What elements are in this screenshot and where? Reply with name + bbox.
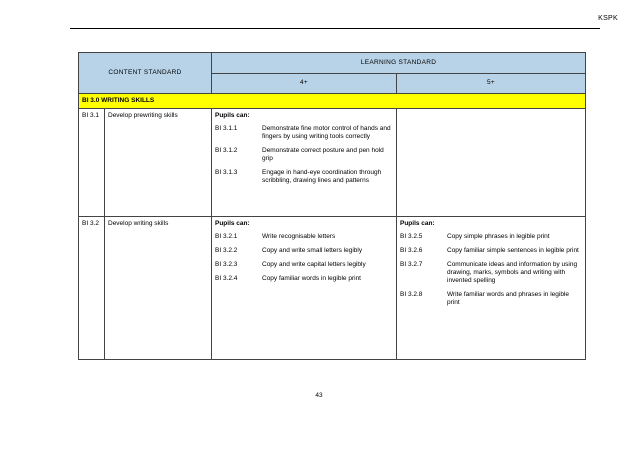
content-code: BI 3.1 — [79, 109, 105, 217]
learning-5-cell — [397, 217, 586, 360]
list-item — [215, 233, 393, 241]
list-item — [215, 169, 393, 185]
standard-code: BI 3.2.4 — [215, 275, 238, 282]
list-item — [215, 275, 393, 283]
list-item — [400, 261, 582, 285]
section-title: BI 3.0 WRITING SKILLS — [79, 94, 586, 109]
standard-code: BI 3.1.3 — [215, 169, 238, 176]
content-code: BI 3.2 — [79, 217, 105, 360]
document-header-tag: KSPK — [598, 15, 618, 22]
page-number: 43 — [315, 392, 323, 399]
content-title: Develop writing skills — [105, 217, 212, 360]
list-item — [400, 291, 582, 307]
standard-text: Copy and write capital letters legibly — [262, 261, 366, 268]
standard-code: BI 3.1.2 — [215, 147, 238, 154]
standard-text: Demonstrate correct posture and pen hold grip — [262, 147, 384, 162]
table-row — [79, 109, 586, 217]
learning-5-cell — [397, 109, 586, 217]
standard-text: Communicate ideas and information by using drawing, marks, symbols and writing with invented spelling — [447, 261, 578, 284]
content-standard-header: CONTENT STANDARD — [79, 53, 212, 94]
standard-text: Copy simple phrases in legible print — [447, 233, 550, 240]
pupils-can-label: Pupils can: — [215, 220, 250, 227]
list-item — [215, 125, 393, 141]
list-item — [215, 247, 393, 255]
list-item — [400, 247, 582, 255]
list-item — [215, 147, 393, 163]
learning-4-cell — [212, 109, 397, 217]
standard-code: BI 3.1.1 — [215, 125, 238, 132]
standard-code: BI 3.2.3 — [215, 261, 238, 268]
learning-standards-table — [78, 52, 586, 360]
learning-4-cell — [212, 217, 397, 360]
header-rule — [70, 28, 600, 29]
standard-text: Copy familiar words in legible print — [262, 275, 361, 282]
standard-text: Demonstrate fine motor control of hands and fingers by using writing tools correctly — [262, 125, 391, 140]
list-item — [215, 261, 393, 269]
standard-text: Copy familiar simple sentences in legible print — [447, 247, 579, 254]
age-4-header: 4+ — [212, 73, 397, 94]
standard-code: BI 3.2.5 — [400, 233, 423, 240]
pupils-can-label: Pupils can: — [215, 112, 250, 119]
standard-code: BI 3.2.6 — [400, 247, 423, 254]
table-row — [79, 217, 586, 360]
standard-text: Copy and write small letters legibly — [262, 247, 363, 254]
learning-standard-header: LEARNING STANDARD — [212, 53, 586, 74]
standard-code: BI 3.2.1 — [215, 233, 238, 240]
standard-text: Write familiar words and phrases in legible print — [447, 291, 569, 306]
pupils-can-label: Pupils can: — [400, 220, 435, 227]
standard-text: Engage in hand-eye coordination through scribbling, drawing lines and patterns — [262, 169, 382, 184]
content-title: Develop prewriting skills — [105, 109, 212, 217]
standard-text: Write recognisable letters — [262, 233, 336, 240]
standard-code: BI 3.2.8 — [400, 291, 423, 298]
age-5-header: 5+ — [397, 73, 586, 94]
standard-code: BI 3.2.7 — [400, 261, 423, 268]
list-item — [400, 233, 582, 241]
standard-code: BI 3.2.2 — [215, 247, 238, 254]
